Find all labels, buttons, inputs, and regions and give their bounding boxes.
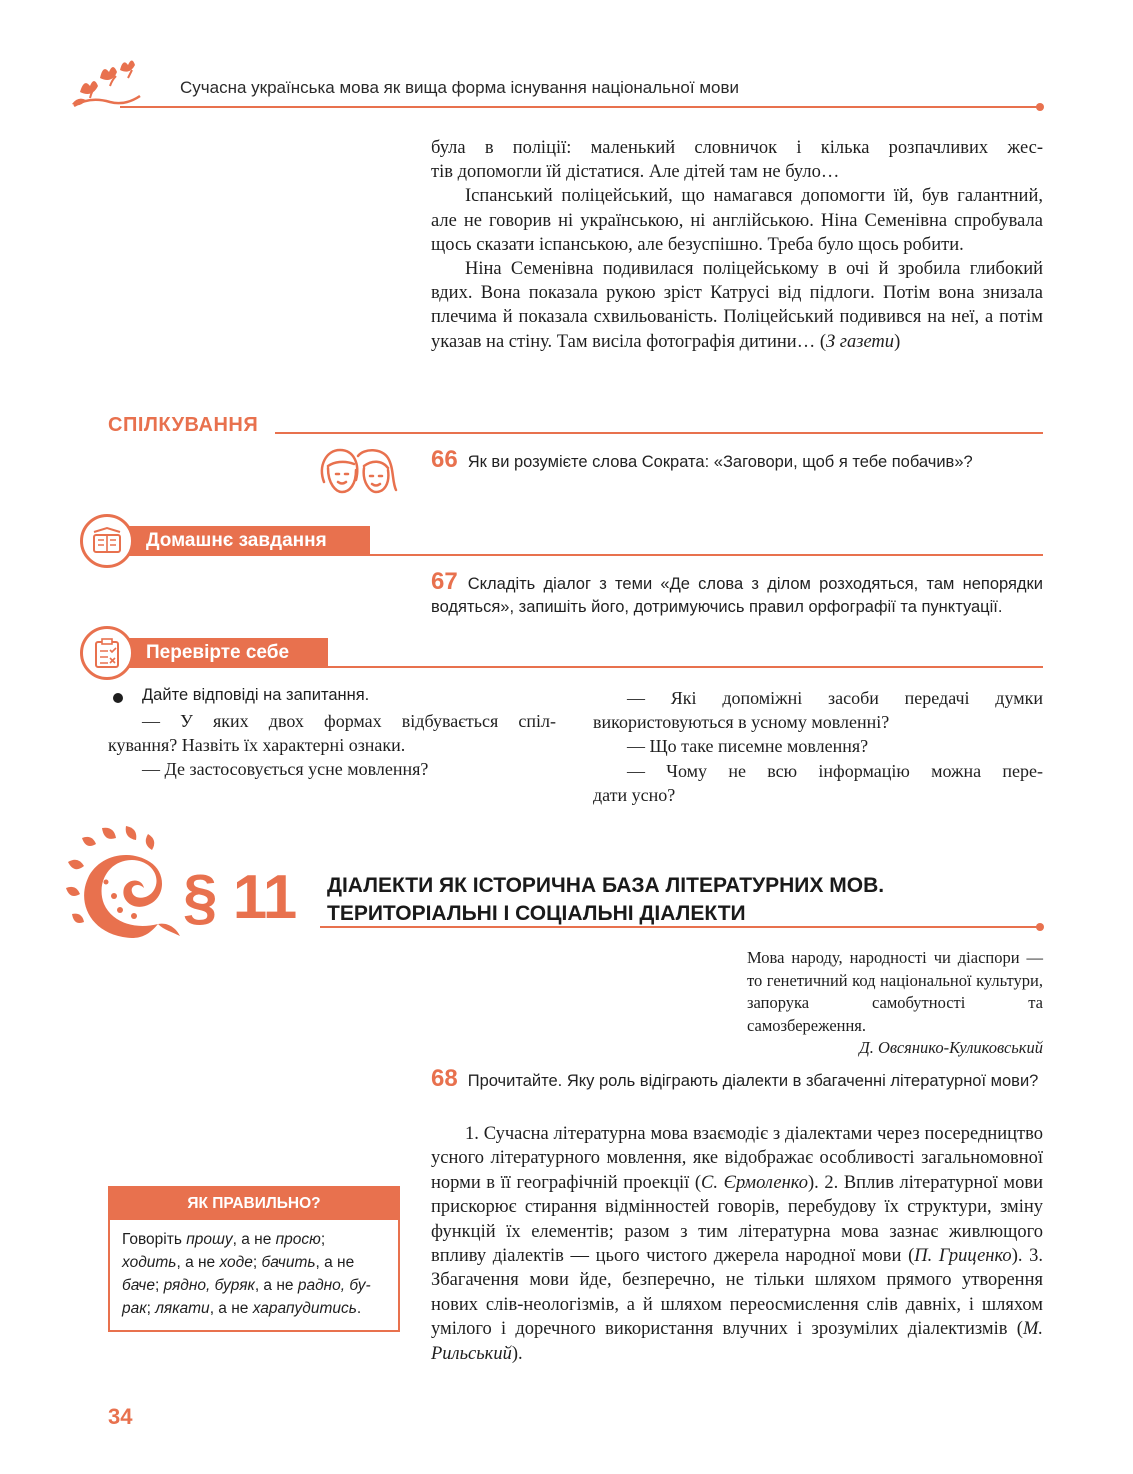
word-correct: лякати [155,1300,210,1317]
text: , а не [232,1231,276,1248]
text: , а не [209,1300,253,1317]
epigraph-author: Д. Овсянико-Куликовський [859,1038,1043,1057]
question: — Що таке писемне мовлення? [627,736,869,757]
story-line: була в поліції: маленький словничок і кілька розпачливих жес- [431,138,1043,158]
word-incorrect: баче [122,1277,155,1294]
word-incorrect: ходе [219,1254,253,1271]
task-68 [431,1065,1043,1093]
epigraph-text: Мова народу, народності чи діаспори — то генетичний код національної культури, запорука самобутності та самозбереження. [747,948,1043,1035]
how-correct-title: ЯК ПРАВИЛЬНО? [110,1188,398,1220]
task-67 [431,570,1043,619]
question: — У яких двох формах відбувається спіл- [142,711,556,731]
homework-badge [80,514,134,568]
sentence: 1. Сучасна літературна мова взаємодіє з діалектами через посередництво усного літературного мовлення, яке відображає особливості загальномовної норми в її географічній проекції ( [431,1124,1043,1193]
task-number: 66 [431,446,458,473]
word-incorrect: радно, бурак [122,1277,371,1317]
header-divider-dot [1036,103,1044,111]
story-paragraph-text: Ніна Семенівна подивилася поліцейському в очі й зробила глибокий вдих. Вона показала рукою зріст Катрусі від підлоги. Потім вона знизала плечима й показала схвильованість. Поліцейський подивився на неї, а потім указав на стіну. Там висіла фотографія дитини… [431,259,1043,352]
text: , а не [176,1254,220,1271]
word-correct: ходить [122,1254,177,1271]
text: Говоріть [122,1231,187,1248]
text: ; [320,1231,326,1248]
sentence: ). 3. Збагачення мови йде, безперечно, не тільки шляхом прямого утворення нових слів-неологізмів, а й шляхом переосмислення слів давніх, і шляхом умілого і доречного використання влучних і зрозумілих діалектизмів ( [431,1246,1043,1340]
text: ; [146,1300,156,1317]
paragraph-title-line: ТЕРИТОРІАЛЬНІ І СОЦІАЛЬНІ ДІАЛЕКТИ [327,902,746,925]
question: — Де застосовується усне мовлення? [142,759,429,780]
task-number: 67 [431,568,458,595]
text: ; [252,1254,262,1271]
sentence: ). [511,1343,523,1364]
question: — Чому не всю інформацію можна пере- [627,760,1043,781]
author: П. Гриценко [914,1246,1012,1267]
word-incorrect: харапудитись [252,1300,357,1317]
task-66 [431,446,973,474]
section-divider [326,666,1043,668]
word-correct: прошу [186,1231,233,1248]
task-text: водяться», запишіть його, дотримуючись правил орфографії та пунктуації. [431,598,1003,616]
checklist-icon [92,637,122,669]
story-paragraph: Ніна Семенівна подивилася поліцейському в очі й зробила глибокий вдих. Вона показала рукою зріст Катрусі від підлоги. Потім вона знизала плечима й показала схвильованість. Поліцейський подивився на неї, а потім указав на стіну. Там висіла фотографія дитини… (З газети) [431,259,1043,352]
question: дати усно? [593,784,676,805]
paragraph-divider-dot [1036,923,1044,931]
text: ; [154,1277,164,1294]
task-text: Як ви розумієте слова Сократа: «Заговори, щоб я тебе побачив»? [467,453,973,471]
questions-left [108,709,556,782]
word-correct: рядно, буряк [163,1277,255,1294]
question: кування? Назвіть їх характерні ознаки. [108,735,406,756]
paragraph-divider [320,926,1038,928]
sentence: ). 2. Вплив літературної мови прискорює стирання відмінностей говорів, перебудову їх структури, зміну функцій їх елементів; разом з тим літературна мова зазнає живлющого впливу діалектів — цього чистого джерела народної мови ( [431,1172,1043,1267]
task-text: Прочитайте. Яку роль відіграють діалекти в збагаченні літературної мови? [467,1072,1039,1090]
story-source: З газети [826,331,895,352]
task-number: 68 [431,1065,458,1092]
section-divider [370,554,1043,556]
two-faces-icon [316,446,398,496]
header-title: Сучасна українська мова як вища форма існування національної мови [180,78,739,97]
text: . [356,1300,362,1317]
paragraph-title [327,872,884,928]
epigraph [747,947,1043,1060]
questions-right [593,686,1043,807]
self-check-intro: Дайте відповіді на запитання. [142,686,370,704]
self-check-label: Перевірте себе [128,638,328,668]
page-number: 34 [108,1404,133,1429]
question: використовуються в усному мовленні? [593,712,890,733]
author: С. Єрмоленко [701,1172,809,1193]
text: , а не [315,1254,355,1271]
book-icon [90,526,124,556]
text: , а не [254,1277,298,1294]
word-incorrect: просю [275,1231,321,1248]
story-text [431,136,1043,354]
story-paragraph: Іспанський поліцейський, що намагався допомогти їй, був галантний, але не говорив ні українською, ні англійською. Ніна Семенівна спробувала щось сказати іспанською, але безуспішно. Треба було щось робити. [431,186,1043,255]
task-68-paragraph [431,1122,1043,1366]
section-divider [275,432,1043,434]
homework-label: Домашнє завдання [128,526,370,556]
task-68-text [431,1122,1043,1366]
header-divider [120,106,1038,108]
swirl-ornament-icon [62,818,182,950]
task-text: Складіть діалог з теми «Де слова з ділом розходяться, там непорядки [467,575,1043,593]
self-check-badge [80,626,134,680]
how-correct-box [108,1186,400,1332]
paragraph-title-line: ДІАЛЕКТИ ЯК ІСТОРИЧНА БАЗА ЛІТЕРАТУРНИХ МОВ. [327,874,885,897]
bullet [113,693,123,703]
question: — Які допоміжні засоби передачі думки [627,688,1043,708]
story-line: тів допомогли їй дістатися. Але дітей там не було… [431,162,840,183]
paragraph-number: § 11 [183,863,297,932]
word-correct: бачить [261,1254,316,1271]
section-label-communication: СПІЛКУВАННЯ [108,414,259,436]
how-correct-text [110,1220,398,1328]
author: М. Рильський [431,1319,1043,1364]
